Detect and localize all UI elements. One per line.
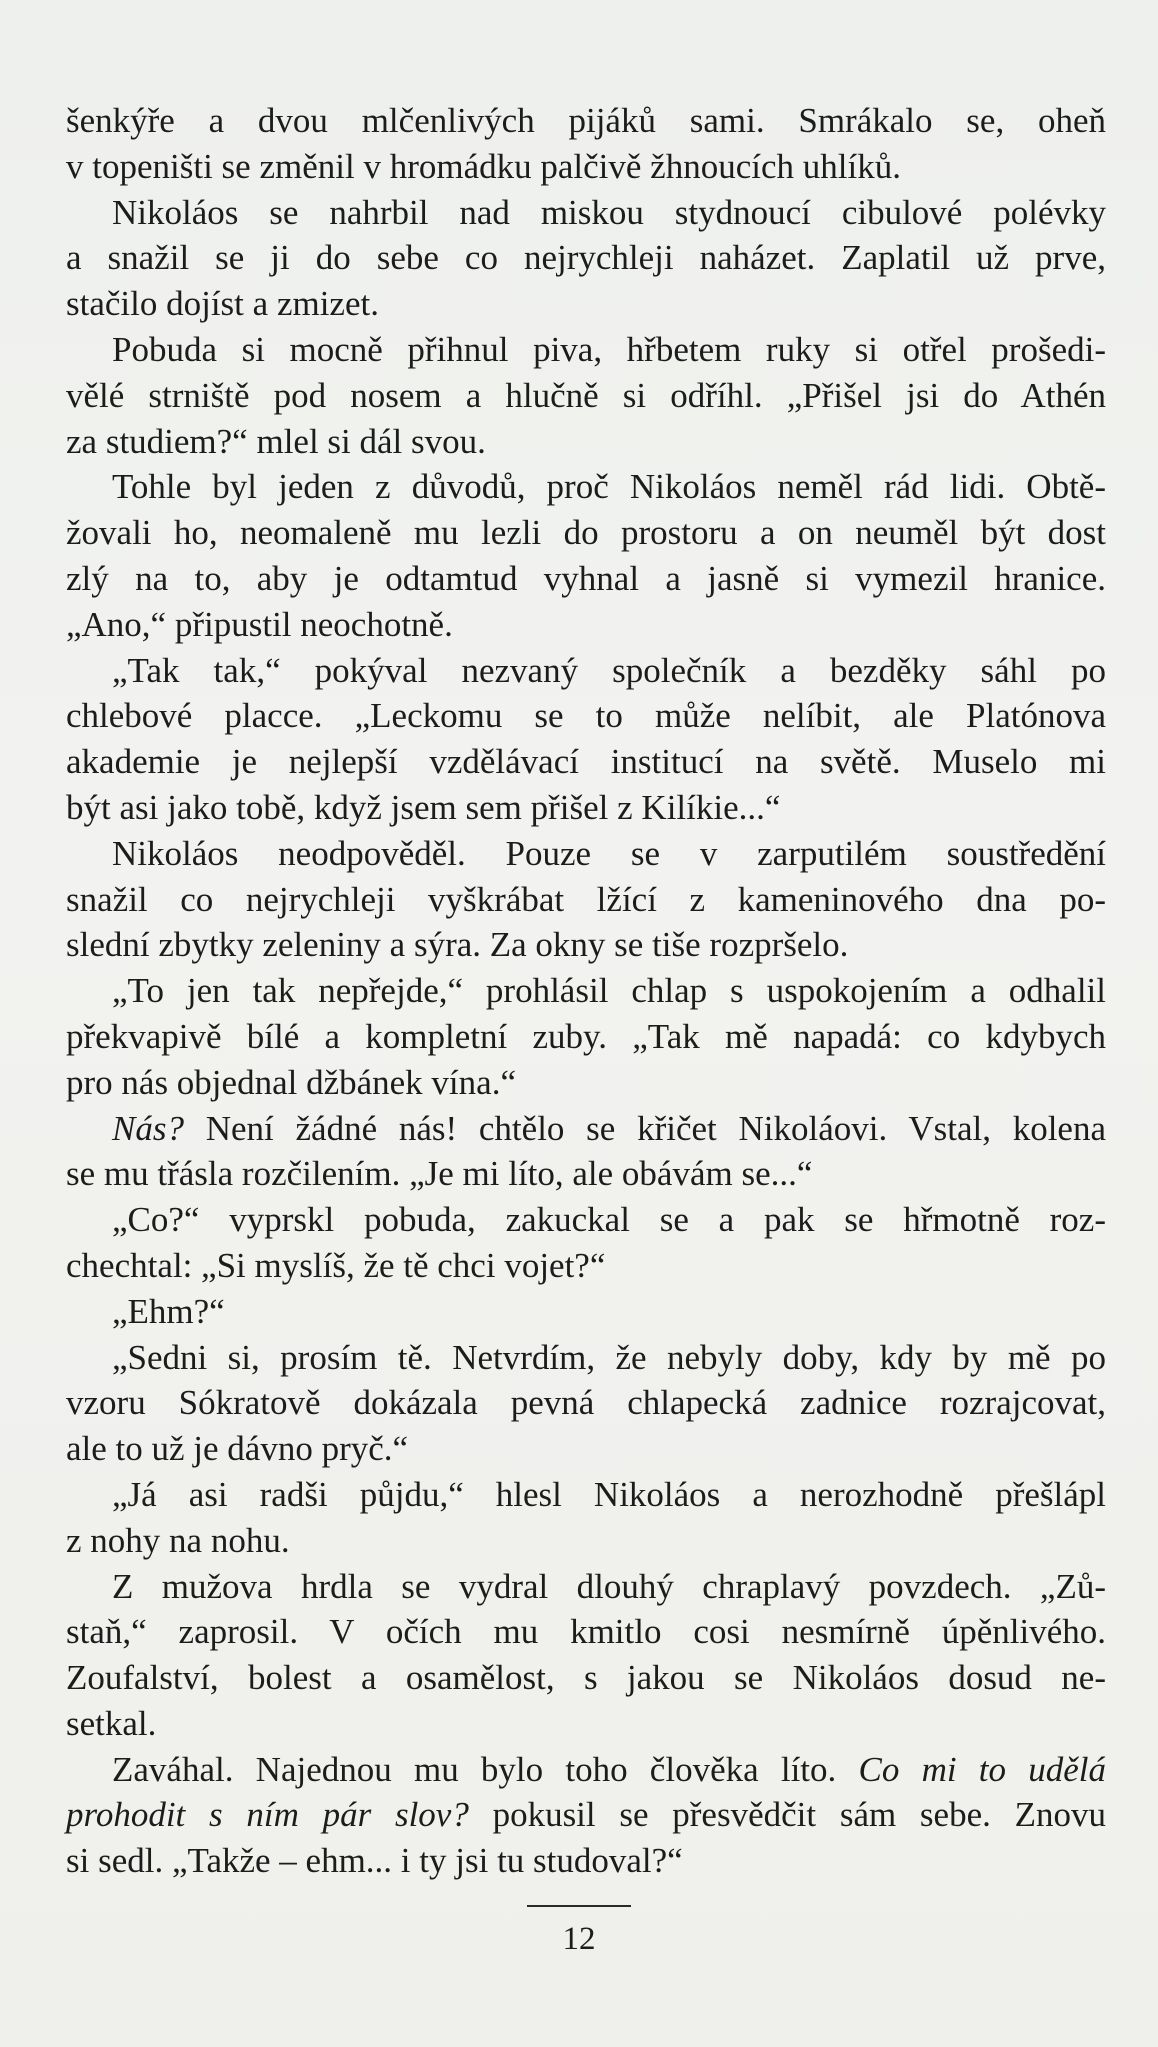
line-text: stačilo dojíst a zmizet. bbox=[66, 284, 379, 324]
text-line bbox=[66, 1289, 1106, 1335]
line-text: chechtal: „Si myslíš, že tě chci vojet?“ bbox=[66, 1245, 606, 1285]
line-text: za studiem?“ mlel si dál svou. bbox=[66, 421, 486, 461]
line-text: a snažil se ji do sebe co nejrychleji naházet. Zaplatil už prve, bbox=[66, 238, 1106, 278]
line-text: snažil co nejrychleji vyškrábat lžící z kameninového dna po- bbox=[66, 879, 1106, 919]
text-line bbox=[66, 1564, 1106, 1610]
text-line bbox=[66, 1747, 1106, 1793]
line-text: být asi jako tobě, když jsem sem přišel z Kilíkie...“ bbox=[66, 787, 781, 827]
text-line bbox=[66, 739, 1106, 785]
book-page-text bbox=[66, 98, 1106, 1884]
text-line bbox=[66, 785, 1106, 831]
line-text: „To jen tak nepřejde,“ prohlásil chlap s uspokojením a odhalil bbox=[112, 971, 1106, 1011]
text-line bbox=[66, 510, 1106, 556]
line-text: pokusil se přesvědčit sám sebe. Znovu bbox=[492, 1795, 1106, 1835]
line-text: „Sedni si, prosím tě. Netvrdím, že nebyly doby, kdy by mě po bbox=[112, 1337, 1106, 1377]
line-text: chlebové placce. „Leckomu se to může nelíbit, ale Platónova bbox=[66, 696, 1106, 736]
line-text: „Ehm?“ bbox=[112, 1291, 225, 1331]
text-line bbox=[66, 602, 1106, 648]
text-line bbox=[66, 190, 1106, 236]
text-line bbox=[66, 1060, 1106, 1106]
line-text: vzoru Sókratově dokázala pevná chlapecká zadnice rozrajcovat, bbox=[66, 1383, 1106, 1423]
line-text: ale to už je dávno pryč.“ bbox=[66, 1429, 409, 1469]
line-text: akademie je nejlepší vzdělávací institucí na světě. Muselo mi bbox=[66, 742, 1106, 782]
line-text: Z mužova hrdla se vydral dlouhý chraplavý povzdech. „Zů- bbox=[112, 1566, 1106, 1606]
line-text: z nohy na nohu. bbox=[66, 1520, 290, 1560]
line-text: se mu třásla rozčilením. „Je mi líto, ale obávám se...“ bbox=[66, 1154, 813, 1194]
text-line bbox=[66, 968, 1106, 1014]
line-text: slední zbytky zeleniny a sýra. Za okny se tiše rozpršelo. bbox=[66, 925, 849, 965]
line-text: vělé strniště pod nosem a hlučně si odříhl. „Přišel jsi do Athén bbox=[66, 375, 1106, 415]
text-line bbox=[66, 1792, 1106, 1838]
line-text: si sedl. „Takže – ehm... i ty jsi tu studoval?“ bbox=[66, 1841, 683, 1881]
line-text: pro nás objednal džbánek vína.“ bbox=[66, 1062, 516, 1102]
page-footer bbox=[0, 1905, 1158, 1958]
text-line bbox=[66, 1197, 1106, 1243]
text-line bbox=[66, 1243, 1106, 1289]
text-line bbox=[66, 1518, 1106, 1564]
text-line bbox=[66, 144, 1106, 190]
text-line bbox=[66, 922, 1106, 968]
text-line bbox=[66, 1106, 1106, 1152]
line-text: zlý na to, aby je odtamtud vyhnal a jasně si vymezil hranice. bbox=[66, 558, 1106, 598]
text-line bbox=[66, 373, 1106, 419]
text-line bbox=[66, 1380, 1106, 1426]
italic-text: prohodit s ním pár slov? bbox=[66, 1795, 469, 1835]
text-line bbox=[66, 98, 1106, 144]
text-line bbox=[66, 1151, 1106, 1197]
text-line bbox=[66, 648, 1106, 694]
footer-rule bbox=[527, 1905, 631, 1907]
text-line bbox=[66, 1335, 1106, 1381]
line-text: setkal. bbox=[66, 1703, 157, 1743]
line-text: staň,“ zaprosil. V očích mu kmitlo cosi nesmírně úpěnlivého. bbox=[66, 1612, 1106, 1652]
line-text: „Co?“ vyprskl pobuda, zakuckal se a pak se hřmotně roz- bbox=[112, 1200, 1106, 1240]
text-line bbox=[66, 419, 1106, 465]
line-text: „Já asi radši půjdu,“ hlesl Nikoláos a nerozhodně přešlápl bbox=[112, 1474, 1106, 1514]
line-text: v topeništi se změnil v hromádku palčivě žhnoucích uhlíků. bbox=[66, 146, 901, 186]
text-line bbox=[66, 831, 1106, 877]
text-line bbox=[66, 1426, 1106, 1472]
line-text: šenkýře a dvou mlčenlivých pijáků sami. Smrákalo se, oheň bbox=[66, 101, 1106, 140]
italic-text: Nás? bbox=[112, 1108, 184, 1148]
italic-text: Co mi to udělá bbox=[858, 1749, 1107, 1789]
line-text: „Ano,“ připustil neochotně. bbox=[66, 604, 453, 644]
text-line bbox=[66, 281, 1106, 327]
text-line bbox=[66, 877, 1106, 923]
text-line bbox=[66, 235, 1106, 281]
text-line bbox=[66, 1838, 1106, 1884]
line-text: Není žádné nás! chtělo se křičet Nikoláovi. Vstal, kolena bbox=[205, 1108, 1106, 1148]
text-line bbox=[66, 1014, 1106, 1060]
line-text: Nikoláos neodpověděl. Pouze se v zarputilém soustředění bbox=[112, 833, 1106, 873]
text-line bbox=[66, 1701, 1106, 1747]
text-line bbox=[66, 1609, 1106, 1655]
text-line bbox=[66, 464, 1106, 510]
text-line bbox=[66, 327, 1106, 373]
text-line bbox=[66, 1655, 1106, 1701]
line-text: Tohle byl jeden z důvodů, proč Nikoláos neměl rád lidi. Obtě- bbox=[112, 467, 1106, 507]
page-number: 12 bbox=[562, 1921, 596, 1957]
text-line bbox=[66, 693, 1106, 739]
line-text: žovali ho, neomaleně mu lezli do prostoru a on neuměl být dost bbox=[66, 513, 1106, 553]
line-text: překvapivě bílé a kompletní zuby. „Tak mě napadá: co kdybych bbox=[66, 1016, 1106, 1056]
body-text bbox=[66, 98, 1106, 1884]
line-text: Zoufalství, bolest a osamělost, s jakou se Nikoláos dosud ne- bbox=[66, 1658, 1106, 1698]
text-line bbox=[66, 1472, 1106, 1518]
line-text: Pobuda si mocně přihnul piva, hřbetem ruky si otřel prošedi- bbox=[112, 329, 1106, 369]
line-text: Zaváhal. Najednou mu bylo toho člověka líto. bbox=[112, 1749, 837, 1789]
text-line bbox=[66, 556, 1106, 602]
line-text: Nikoláos se nahrbil nad miskou stydnoucí cibulové polévky bbox=[112, 192, 1106, 232]
line-text: „Tak tak,“ pokýval nezvaný společník a bezděky sáhl po bbox=[112, 650, 1106, 690]
